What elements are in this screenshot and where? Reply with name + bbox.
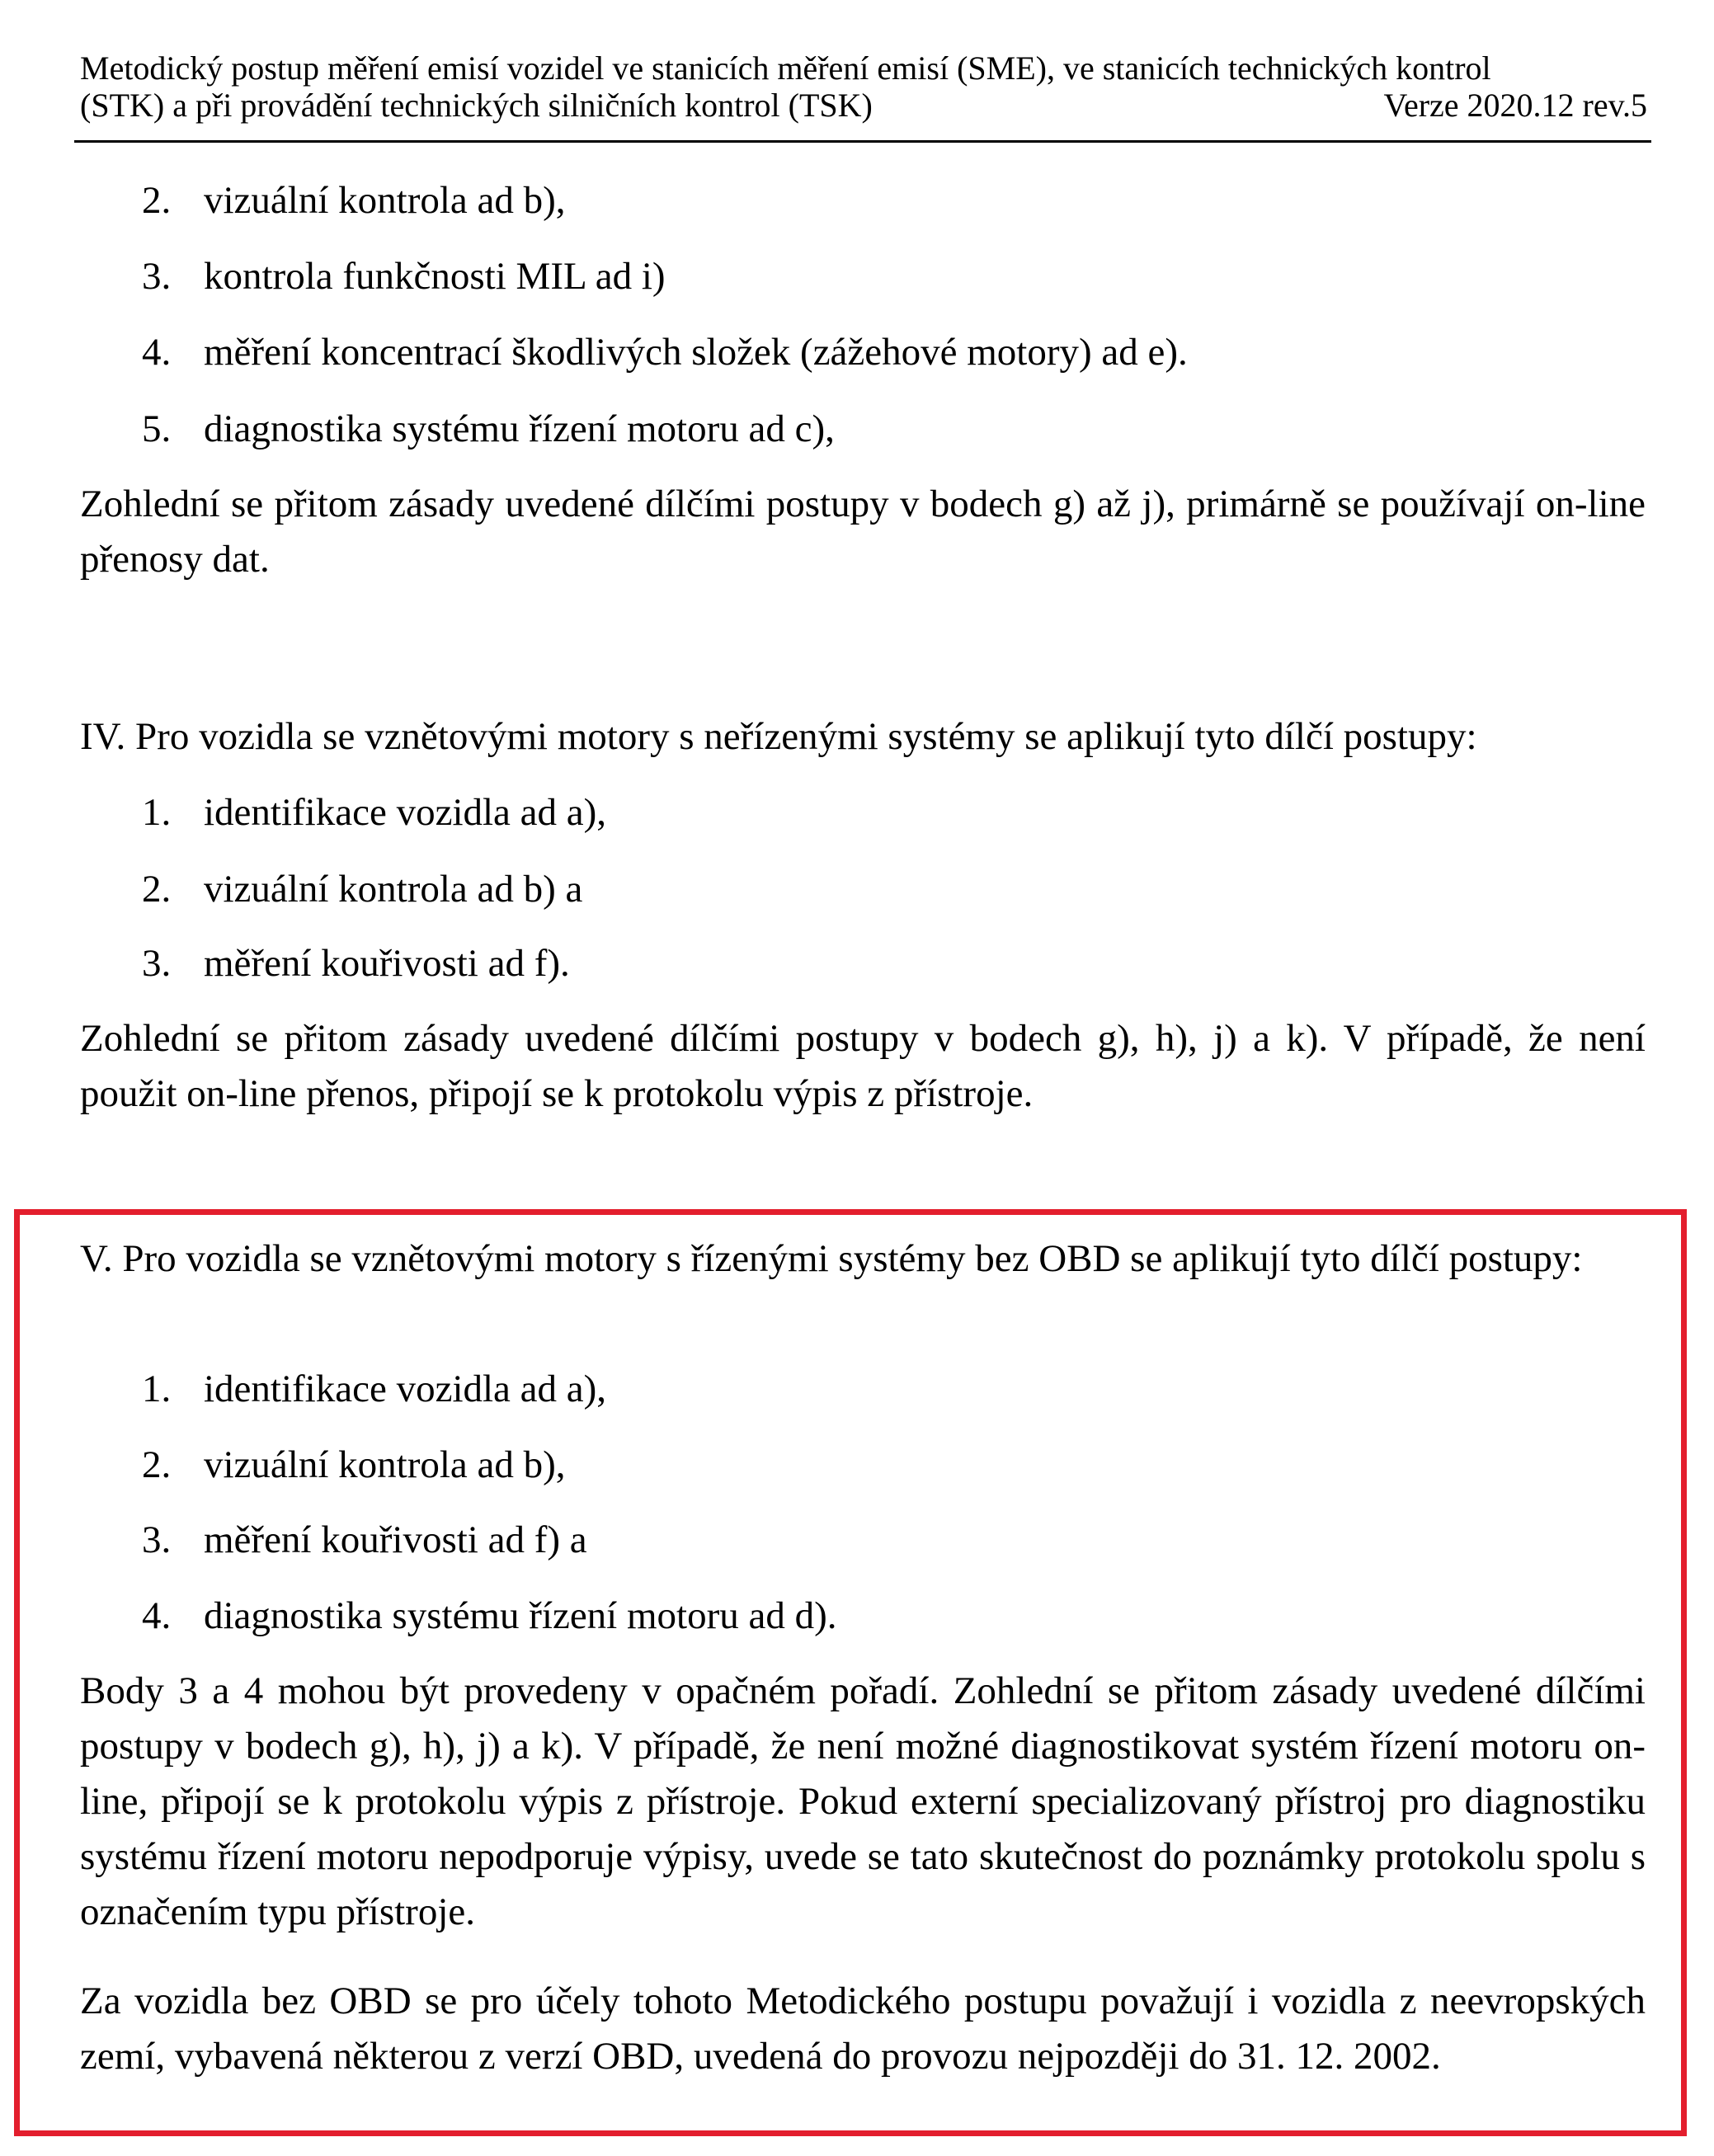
list-item-text: měření kouřivosti ad f) a [204, 1518, 587, 1561]
list-item-text: měření kouřivosti ad f). [204, 942, 570, 985]
list-item-number: 3. [142, 942, 172, 985]
list-item-number: 4. [142, 1594, 172, 1637]
header-title-line2: (STK) a při provádění technických silničních kontrol (TSK) [80, 87, 873, 124]
header-version: Verze 2020.12 rev.5 [1383, 87, 1647, 124]
list-item-text: diagnostika systému řízení motoru ad c), [204, 407, 835, 450]
header-title-line1: Metodický postup měření emisí vozidel ve stanicích měření emisí (SME), ve stanicích technických kontrol [80, 49, 1491, 87]
list-item-number: 5. [142, 407, 172, 450]
list-item-number: 2. [142, 868, 172, 911]
list-item-text: kontrola funkčnosti MIL ad i) [204, 255, 666, 298]
list-item-number: 2. [142, 179, 172, 222]
section-iv-paragraph: Zohlední se přitom zásady uvedené dílčími postupy v bodech g), h), j) a k). V případě, že není použit on-line přenos, připojí se k protokolu výpis z přístroje. [80, 1017, 1646, 1115]
section-iv-heading: IV. Pro vozidla se vznětovými motory s neřízenými systémy se aplikují tyto dílčí postupy: [80, 715, 1477, 758]
list-item-text: měření koncentrací škodlivých složek (zážehové motory) ad e). [204, 331, 1188, 374]
list-item-text: vizuální kontrola ad b), [204, 1443, 566, 1486]
section-v-paragraph-2: Za vozidla bez OBD se pro účely tohoto Metodického postupu považují i vozidla z neevropských zemí, vybavená některou z verzí OBD, uvedená do provozu nejpozději do 31. 12. 2002. [80, 1979, 1646, 2078]
section-v-heading: V. Pro vozidla se vznětovými motory s řízenými systémy bez OBD se aplikují tyto dílčí postupy: [80, 1237, 1583, 1280]
list-item-text: diagnostika systému řízení motoru ad d). [204, 1594, 837, 1637]
list-item-number: 1. [142, 1368, 172, 1410]
list-item-number: 4. [142, 331, 172, 374]
section-v-paragraph-1: Body 3 a 4 mohou být provedeny v opačném pořadí. Zohlední se přitom zásady uvedené dílčími postupy v bodech g), h), j) a k). V případě, že není možné diagnostikovat systém řízení motoru on-line, připojí se k protokolu výpis z přístroje. Pokud externí specializovaný přístroj pro diagnostiku systému řízení motoru nepodporuje výpisy, uvede se tato skutečnost do poznámky protokolu spolu s označením typu přístroje. [80, 1669, 1646, 1933]
list-item-text: vizuální kontrola ad b), [204, 179, 566, 222]
list-item-text: identifikace vozidla ad a), [204, 791, 607, 834]
list-item-number: 3. [142, 255, 172, 298]
section-iii-paragraph: Zohlední se přitom zásady uvedené dílčími postupy v bodech g) až j), primárně se používají on-line přenosy dat. [80, 483, 1646, 581]
list-item-number: 3. [142, 1518, 172, 1561]
header-rule [74, 140, 1651, 143]
list-item-text: vizuální kontrola ad b) a [204, 868, 583, 911]
list-item-number: 2. [142, 1443, 172, 1486]
list-item-text: identifikace vozidla ad a), [204, 1368, 607, 1410]
list-item-number: 1. [142, 791, 172, 834]
